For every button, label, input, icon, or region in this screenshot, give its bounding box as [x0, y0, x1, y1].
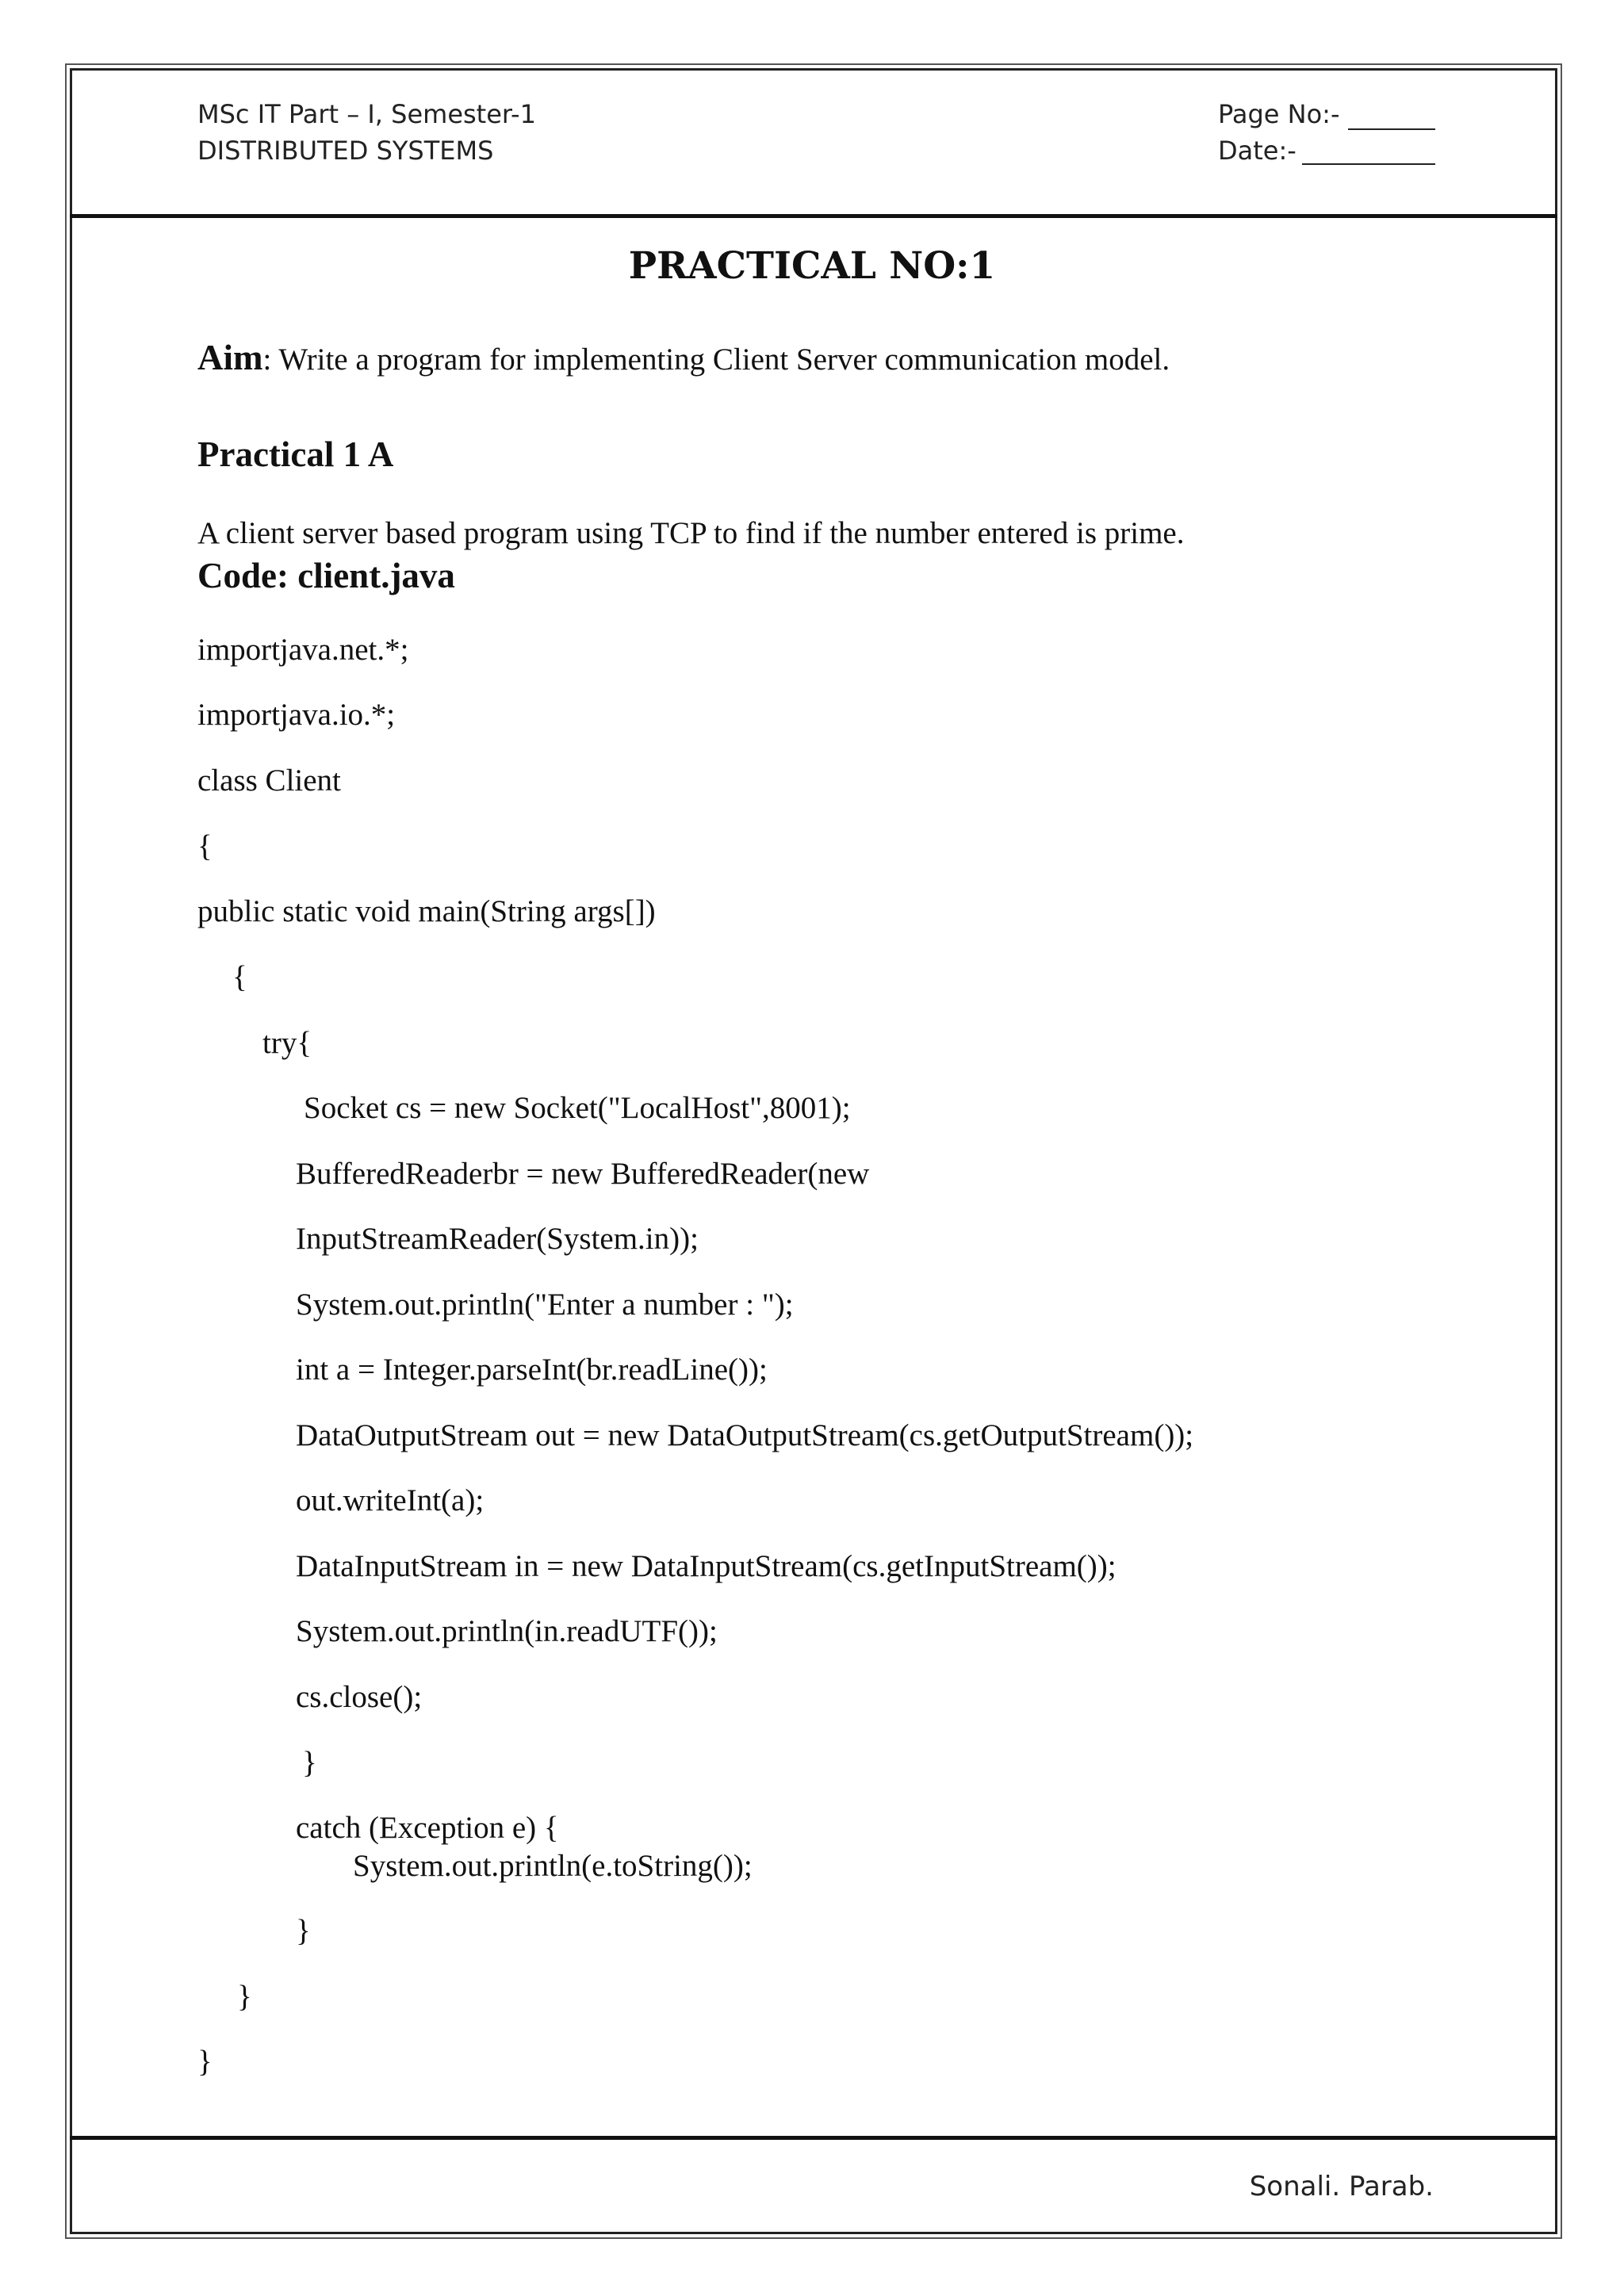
code-line: catch (Exception e) {: [296, 1811, 559, 1845]
code-line: System.out.println(e.toString());: [353, 1849, 753, 1883]
code-line: importjava.net.*;: [197, 633, 409, 667]
aim-text: : Write a program for implementing Client Server communication model.: [262, 342, 1170, 377]
code-line: class Client: [197, 763, 341, 798]
code-line: cs.close();: [296, 1680, 423, 1714]
section-heading: Practical 1 A: [197, 434, 394, 474]
code-line: }: [197, 2045, 213, 2079]
code-line: InputStreamReader(System.in));: [296, 1222, 699, 1256]
code-line: Socket cs = new Socket("LocalHost",8001);: [304, 1091, 851, 1125]
code-line: public static void main(String args[]): [197, 894, 656, 928]
code-line: importjava.io.*;: [197, 698, 396, 732]
author-name: Sonali. Parab.: [1249, 2171, 1434, 2202]
code-line: BufferedReaderbr = new BufferedReader(new: [296, 1157, 870, 1191]
code-line: }: [302, 1746, 317, 1780]
code-line: try{: [262, 1026, 312, 1060]
code-line: {: [197, 829, 213, 863]
description: A client server based program using TCP to find if the number entered is prime.: [197, 516, 1185, 550]
code-line: DataOutputStream out = new DataOutputStream(cs.getOutputStream());: [296, 1418, 1194, 1452]
code-line: {: [232, 960, 247, 994]
subject-label: DISTRIBUTED SYSTEMS: [197, 136, 494, 166]
header-divider: [70, 214, 1557, 218]
code-line: System.out.println(in.readUTF());: [296, 1614, 718, 1648]
page-no-blank: [1348, 128, 1435, 130]
page-border-inner: [70, 68, 1557, 2234]
date-blank: [1302, 163, 1435, 165]
code-line: DataInputStream in = new DataInputStream(cs.getInputStream());: [296, 1549, 1116, 1583]
footer-divider: [70, 2136, 1557, 2140]
code-line: System.out.println("Enter a number : ");: [296, 1288, 794, 1322]
code-line: int a = Integer.parseInt(br.readLine());: [296, 1353, 768, 1387]
practical-title: PRACTICAL NO:1: [628, 244, 996, 288]
aim-label: Aim: [197, 338, 263, 377]
course-label: MSc IT Part – I, Semester-1: [197, 99, 536, 129]
date-label: Date:-: [1218, 136, 1297, 166]
page-no-label: Page No:-: [1218, 99, 1340, 129]
aim-line: [197, 338, 1170, 380]
code-line: out.writeInt(a);: [296, 1483, 485, 1517]
code-line: }: [296, 1914, 311, 1948]
code-heading: Code: client.java: [197, 556, 455, 595]
code-line: }: [237, 1980, 252, 2014]
